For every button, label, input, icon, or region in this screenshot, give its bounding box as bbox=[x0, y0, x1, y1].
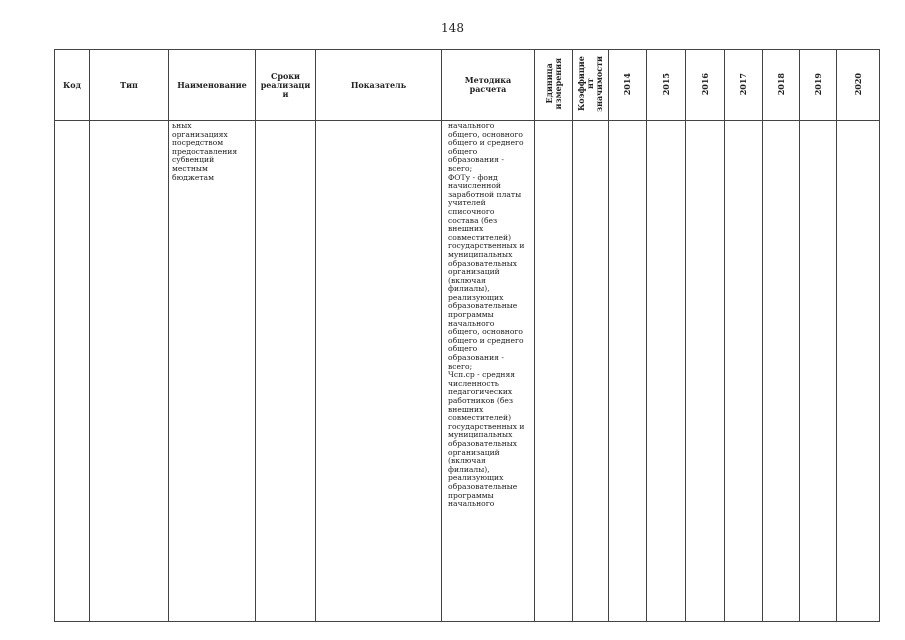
cell-2019 bbox=[800, 121, 837, 622]
table-row bbox=[55, 121, 880, 622]
cell-name: ьных организациях посредством предоставления субвенций местным бюджетам bbox=[169, 121, 256, 622]
cell-2016 bbox=[686, 121, 725, 622]
col-header-metodika: Методика расчета bbox=[442, 50, 535, 121]
cell-2015 bbox=[647, 121, 686, 622]
cell-tip bbox=[90, 121, 169, 622]
page-number: 148 bbox=[441, 21, 464, 35]
cell-unit bbox=[535, 121, 573, 622]
col-header-2016: 2016 bbox=[686, 50, 725, 121]
cell-2020 bbox=[837, 121, 880, 622]
col-header-2018: 2018 bbox=[763, 50, 800, 121]
col-header-coef: Коэффицие нт значимости bbox=[573, 50, 609, 121]
col-header-2020: 2020 bbox=[837, 50, 880, 121]
cell-2014 bbox=[609, 121, 647, 622]
cell-sroki bbox=[256, 121, 316, 622]
col-header-2015: 2015 bbox=[647, 50, 686, 121]
col-header-kod: Код bbox=[55, 50, 90, 121]
cell-2018 bbox=[763, 121, 800, 622]
col-header-2019: 2019 bbox=[800, 50, 837, 121]
cell-2017 bbox=[725, 121, 763, 622]
col-header-name: Наименование bbox=[169, 50, 256, 121]
col-header-pokazatel: Показатель bbox=[316, 50, 442, 121]
col-header-tip: Тип bbox=[90, 50, 169, 121]
cell-metodika: начального общего, основного общего и среднего общего образования - всего; ФОТу - фонд начисленной заработной платы учителей списочного состава (без внешних совместителей) государственных и муниципальных образовательных организаций (включая филиалы), реализующих образовательные программы начального общего, основного общего и среднего общего образования - всего; Чсп.ср - средняя численность педагогических работников (без внешних совместителей) государственных и муниципальных образовательных организаций (включая филиалы), реализующих образовательные программы начального bbox=[442, 121, 535, 622]
indicator-table bbox=[54, 49, 880, 622]
cell-coef bbox=[573, 121, 609, 622]
col-header-sroki: Сроки реализаци и bbox=[256, 50, 316, 121]
col-header-2017: 2017 bbox=[725, 50, 763, 121]
cell-kod bbox=[55, 121, 90, 622]
header-row bbox=[55, 50, 880, 121]
cell-pokazatel bbox=[316, 121, 442, 622]
col-header-2014: 2014 bbox=[609, 50, 647, 121]
col-header-unit: Единица измерения bbox=[535, 50, 573, 121]
